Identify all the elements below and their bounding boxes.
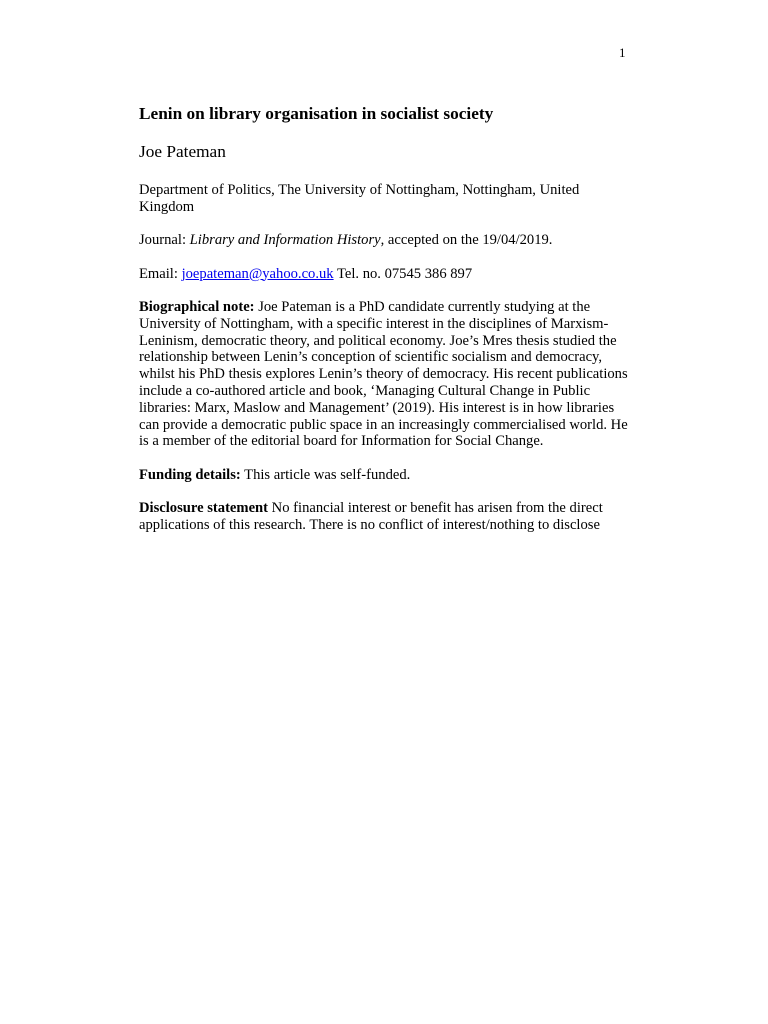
disclosure-label: Disclosure statement bbox=[139, 500, 269, 517]
funding-text: This article was self-funded. bbox=[240, 466, 411, 483]
page-number: 1 bbox=[619, 45, 626, 60]
journal-prefix: Journal: bbox=[139, 232, 190, 249]
journal-name: Library and Information History bbox=[189, 232, 381, 249]
telephone: Tel. no. 07545 386 897 bbox=[333, 265, 473, 282]
funding-label: Funding details: bbox=[139, 466, 241, 483]
contact-line bbox=[139, 266, 631, 283]
funding-details bbox=[139, 467, 631, 484]
biographical-note bbox=[139, 299, 631, 450]
bio-label: Biographical note: bbox=[139, 298, 255, 315]
disclosure-text: No financial interest or benefit has arisen from the direct applications of this research. There is no conflict of interest/nothing to disclose bbox=[139, 500, 603, 533]
journal-suffix: , accepted on the 19/04/2019. bbox=[380, 232, 553, 249]
disclosure-statement bbox=[139, 500, 631, 534]
affiliation: Department of Politics, The University of Nottingham, Nottingham, United Kingdom bbox=[139, 182, 580, 215]
author-name: Joe Pateman bbox=[139, 142, 226, 161]
email-label: Email: bbox=[139, 265, 182, 282]
article-title: Lenin on library organisation in socialist society bbox=[139, 104, 494, 123]
bio-text: Joe Pateman is a PhD candidate currently studying at the University of Nottingham, with a specific interest in the disciplines of Marxism-Leninism, democratic theory, and political economy. Joe’s Mres thesis studied the relationship between Lenin’s conception of scientific socialism and democracy, whilst his PhD thesis explores Lenin’s theory of democracy. His recent publications include a co-authored article and book, ‘Managing Cultural Change in Public libraries: Marx, Maslow and Management’ (2019). His interest is in how libraries can provide a democratic public space in an increasingly commercialised world. He is a member of the editorial board for Information for Social Change. bbox=[139, 298, 628, 450]
document-body bbox=[139, 104, 631, 550]
email-link[interactable]: joepateman@yahoo.co.uk bbox=[181, 265, 334, 282]
journal-line bbox=[139, 232, 631, 249]
